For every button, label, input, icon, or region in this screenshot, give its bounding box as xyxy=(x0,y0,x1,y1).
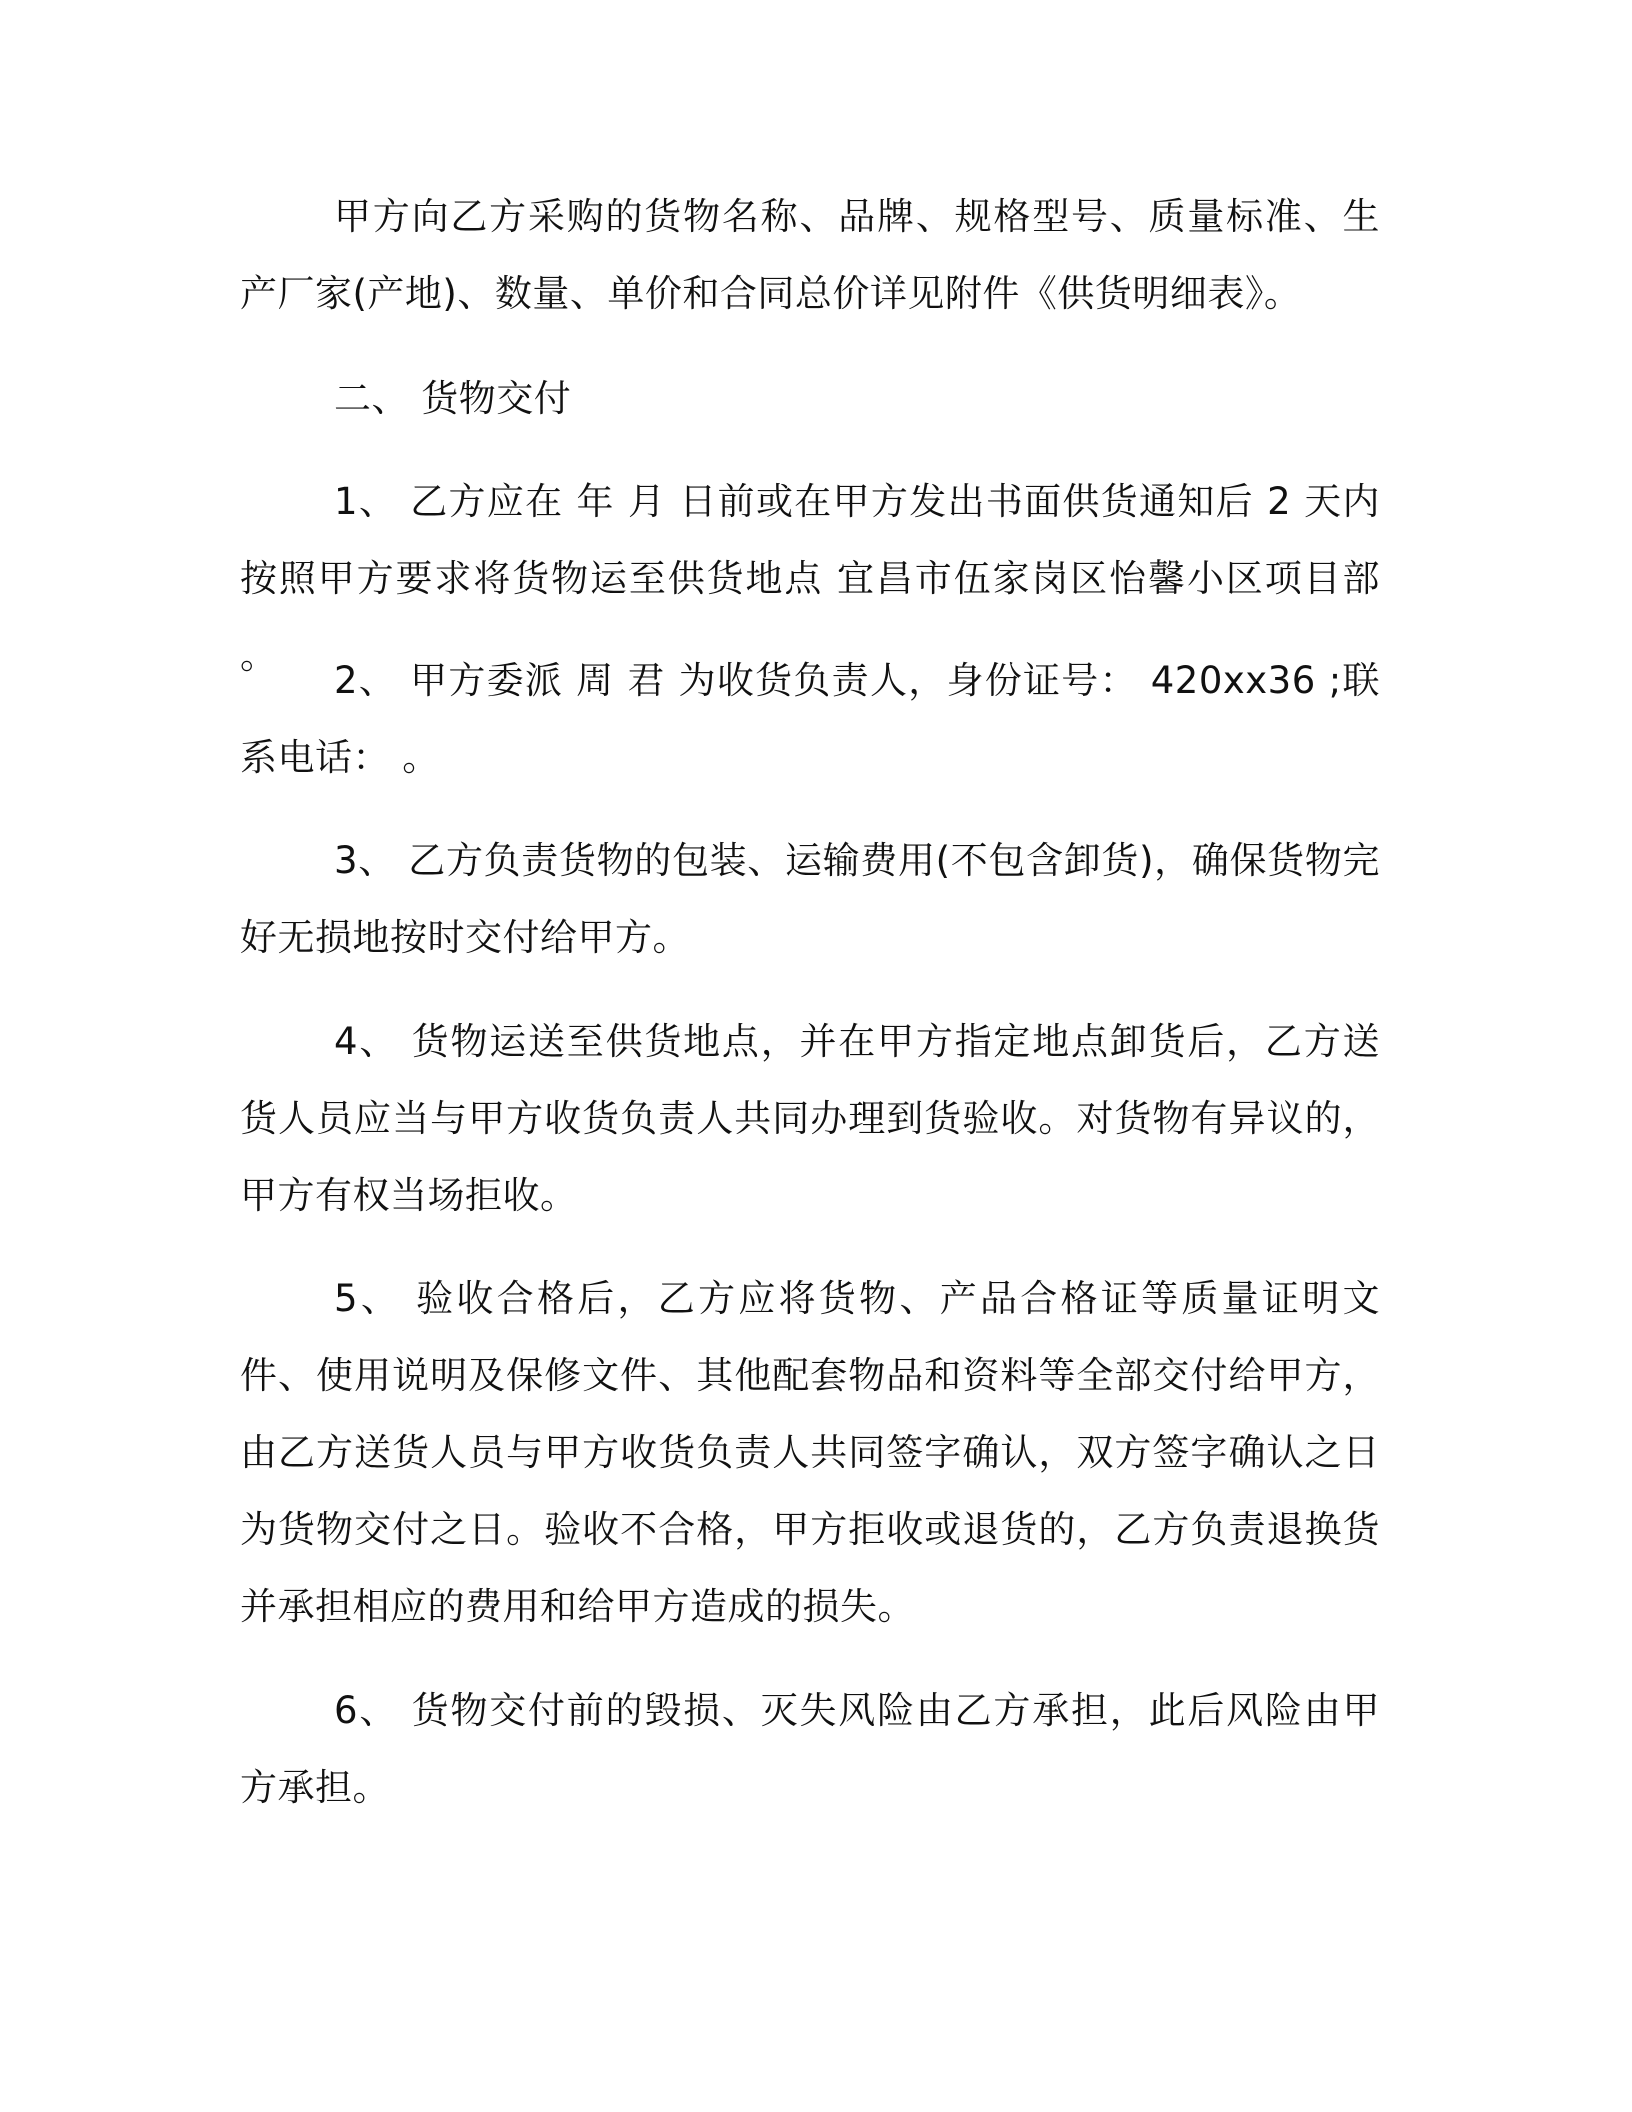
section-heading: 二、 货物交付 xyxy=(334,377,572,420)
clause-3-paragraph: 3、 乙方负责货物的包装、运输费用(不包含卸货)，确保货物完好无损地按时交付给甲方。 xyxy=(240,839,1380,959)
clause-4-paragraph: 4、 货物运送至供货地点，并在甲方指定地点卸货后，乙方送货人员应当与甲方收货负责人共同办理到货验收。对货物有异议的，甲方有权当场拒收。 xyxy=(240,1020,1380,1217)
clause-6-paragraph: 6、 货物交付前的毁损、灭失风险由乙方承担，此后风险由甲方承担。 xyxy=(240,1689,1380,1809)
clause-5-paragraph: 5、 验收合格后，乙方应将货物、产品合格证等质量证明文件、使用说明及保修文件、其他配套物品和资料等全部交付给甲方，由乙方送货人员与甲方收货负责人共同签字确认，双方签字确认之日为货物交付之日。验收不合格，甲方拒收或退货的，乙方负责退换货并承担相应的费用和给甲方造成的损失。 xyxy=(240,1277,1380,1628)
intro-paragraph: 甲方向乙方采购的货物名称、品牌、规格型号、质量标准、生产厂家(产地)、数量、单价和合同总价详见附件《供货明细表》。 xyxy=(240,195,1380,315)
clause-1-paragraph: 1、 乙方应在 年 月 日前或在甲方发出书面供货通知后 2 天内按照甲方要求将货物运至供货地点 宜昌市伍家岗区怡馨小区项目部 。 xyxy=(240,480,1380,677)
clause-2-paragraph: 2、 甲方委派 周 君 为收货负责人，身份证号： 420xx36 ;联系电话： 。 xyxy=(240,659,1380,779)
